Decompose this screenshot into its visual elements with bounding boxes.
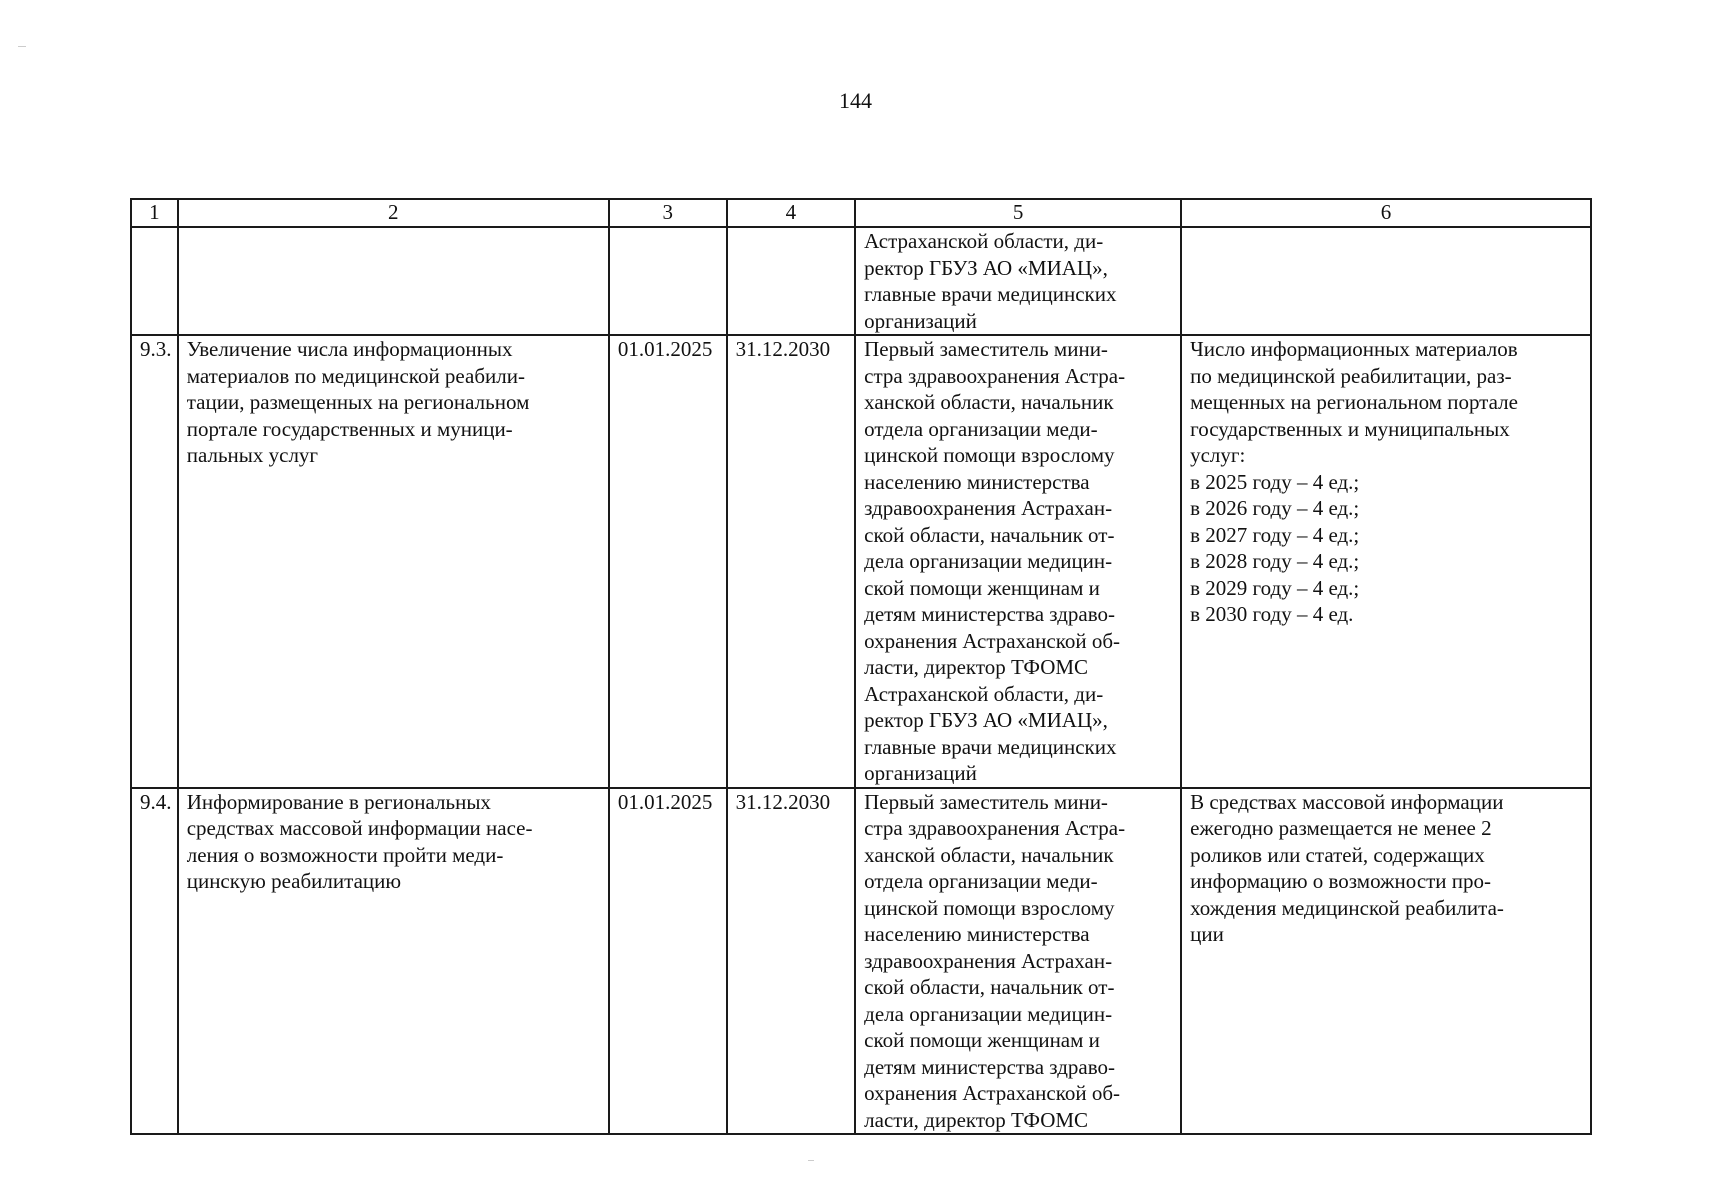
event-cell <box>178 227 609 335</box>
responsible-cell: Первый заместитель мини- стра здравоохранения Астра- ханской области, начальник отдела организации меди- цинской помощи взрослому населению министерства здравоохранения Астрахан- ской области, начальник от- дела организации медицин- ской помощи женщинам и детям министерства здраво- охранения Астраханской об- ласти, директор ТФОМС <box>855 788 1181 1135</box>
start-date-cell <box>609 227 727 335</box>
result-cell: Число информационных материалов по медицинской реабилитации, раз- мещенных на региональном портале государственных и муниципальных услуг: в 2025 году – 4 ед.; в 2026 году – 4 ед.; в 2027 году – 4 ед.; в 2028 году – 4 ед.; в 2029 году – 4 ед.; в 2030 году – 4 ед. <box>1181 335 1591 788</box>
responsible-cell: Астраханской области, ди- ректор ГБУЗ АО «МИАЦ», главные врачи медицинских организаций <box>855 227 1181 335</box>
start-date-cell: 01.01.2025 <box>609 788 727 1135</box>
scan-mark <box>808 1160 814 1161</box>
column-header-6: 6 <box>1181 199 1591 227</box>
row-number-cell: 9.4. <box>131 788 178 1135</box>
end-date-cell: 31.12.2030 <box>727 335 855 788</box>
event-cell: Увеличение числа информационных материалов по медицинской реабили- тации, размещенных на региональном портале государственных и муници- пальных услуг <box>178 335 609 788</box>
column-header-2: 2 <box>178 199 609 227</box>
table-row <box>131 335 1591 788</box>
responsible-cell: Первый заместитель мини- стра здравоохранения Астра- ханской области, начальник отдела организации меди- цинской помощи взрослому населению министерства здравоохранения Астрахан- ской области, начальник от- дела организации медицин- ской помощи женщинам и детям министерства здраво- охранения Астраханской об- ласти, директор ТФОМС Астраханской области, ди- ректор ГБУЗ АО «МИАЦ», главные врачи медицинских организаций <box>855 335 1181 788</box>
activities-table <box>130 198 1592 1135</box>
row-number-cell <box>131 227 178 335</box>
event-cell: Информирование в региональных средствах массовой информации насе- ления о возможности пройти меди- цинскую реабилитацию <box>178 788 609 1135</box>
end-date-cell <box>727 227 855 335</box>
column-header-3: 3 <box>609 199 727 227</box>
column-header-5: 5 <box>855 199 1181 227</box>
column-header-1: 1 <box>131 199 178 227</box>
table-row <box>131 227 1591 335</box>
result-cell: В средствах массовой информации ежегодно размещается не менее 2 роликов или статей, содержащих информацию о возможности про- хождения медицинской реабилита- ции <box>1181 788 1591 1135</box>
scan-mark <box>18 46 26 47</box>
column-header-4: 4 <box>727 199 855 227</box>
table-header-row <box>131 199 1591 227</box>
result-cell <box>1181 227 1591 335</box>
start-date-cell: 01.01.2025 <box>609 335 727 788</box>
table-row <box>131 788 1591 1135</box>
page-number: 144 <box>839 88 872 113</box>
row-number-cell: 9.3. <box>131 335 178 788</box>
end-date-cell: 31.12.2030 <box>727 788 855 1135</box>
